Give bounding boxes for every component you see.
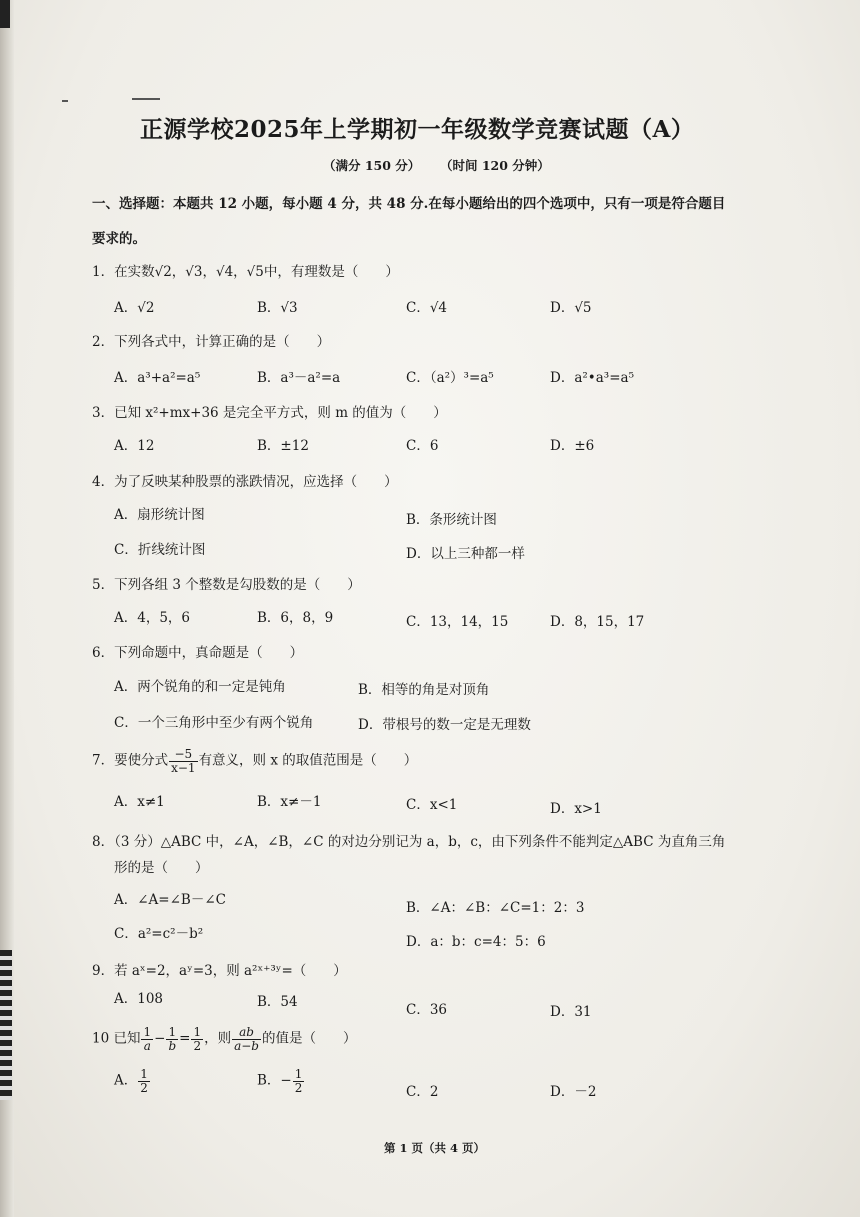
option-b: B．±12 — [257, 438, 309, 454]
question-stem: 3．已知 x²+mx+36 是完全平方式，则 m 的值为（ ） — [92, 405, 447, 421]
operator: = — [179, 1030, 191, 1047]
fraction — [138, 1068, 150, 1094]
section-instruction: 一、选择题：本题共 12 小题，每小题 4 分，共 48 分.在每小题给出的四个选项中，只有一项是符合题目 — [92, 196, 726, 212]
option-b — [257, 1068, 305, 1094]
question-stem: 9．若 aˣ=2，aʸ=3，则 a²ˣ⁺³ʸ=（ ） — [92, 963, 347, 979]
question-stem: 6．下列命题中，真命题是（ ） — [92, 645, 304, 661]
option-c: C．（a²）³=a⁵ — [406, 370, 494, 386]
option-d: D．√5 — [550, 300, 592, 316]
section-instruction-cont: 要求的。 — [92, 231, 146, 247]
option-a — [114, 1068, 151, 1094]
stem-suffix: 有意义，则 x 的取值范围是（ ） — [198, 752, 418, 769]
option-c: C．13，14，15 — [406, 614, 509, 630]
fraction-numerator: −5 — [169, 748, 197, 762]
option-b: B．a³－a²=a — [257, 370, 341, 386]
option-a: A．12 — [114, 438, 155, 454]
option-c: C．一个三角形中至少有两个锐角 — [114, 715, 314, 731]
option-b: B．∠A：∠B：∠C=1：2：3 — [406, 900, 585, 916]
question-stem: 8．（3 分）△ABC 中，∠A，∠B，∠C 的对边分别记为 a，b，c，由下列条件不能判定△ABC 为直角三角 — [92, 834, 726, 850]
option-c: C．x<1 — [406, 797, 458, 813]
fraction — [169, 748, 197, 774]
option-d: D．±6 — [550, 438, 595, 454]
fraction-numerator: 1 — [140, 1067, 148, 1081]
option-d: D．8，15，17 — [550, 614, 645, 630]
scan-speck — [132, 98, 160, 100]
question-stem: 1．在实数√2，√3，√4，√5中，有理数是（ ） — [92, 264, 399, 280]
option-a: A．√2 — [114, 300, 155, 316]
option-c: C．a²=c²－b² — [114, 926, 204, 942]
option-a: A．x≠1 — [114, 794, 165, 810]
option-c: C．2 — [406, 1084, 439, 1100]
question-stem — [92, 1026, 356, 1052]
option-a: A．两个锐角的和一定是钝角 — [114, 679, 286, 695]
fraction-denominator: a — [143, 1038, 151, 1053]
option-d: D．31 — [550, 1004, 592, 1020]
edge-mark — [0, 950, 12, 1100]
question-stem: 4．为了反映某种股票的涨跌情况，应选择（ ） — [92, 474, 398, 490]
fraction-denominator: 2 — [193, 1038, 202, 1053]
fraction-denominator: a−b — [234, 1038, 259, 1053]
stem-prefix: 7．要使分式 — [92, 752, 169, 769]
option-b: B．6，8，9 — [257, 610, 334, 626]
option-a: A．∠A=∠B－∠C — [114, 892, 226, 908]
option-d: D．a²•a³=a⁵ — [550, 370, 634, 386]
fraction-numerator: ab — [232, 1026, 261, 1040]
option-b: B．54 — [257, 994, 298, 1010]
option-c: C．√4 — [406, 300, 448, 316]
fraction-numerator: 1 — [193, 1025, 202, 1039]
fraction-denominator: x−1 — [171, 760, 196, 775]
time-limit: （时间 120 分钟） — [440, 158, 550, 173]
question-stem — [92, 748, 417, 774]
option-a: A．108 — [114, 991, 164, 1007]
option-d: D．x>1 — [550, 801, 602, 817]
fraction — [141, 1026, 153, 1052]
fraction-denominator: b — [168, 1038, 177, 1053]
option-b: B．相等的角是对顶角 — [358, 682, 490, 698]
fraction — [232, 1026, 261, 1052]
fraction-denominator: 2 — [294, 1080, 303, 1095]
option-b: B．x≠－1 — [257, 794, 322, 810]
fraction — [293, 1068, 305, 1094]
edge-mark — [0, 0, 10, 28]
option-d: D．带根号的数一定是无理数 — [358, 717, 531, 733]
exam-title: 正源学校2025年上学期初一年级数学竞赛试题（A） — [140, 116, 695, 143]
option-label: A． — [114, 1072, 138, 1089]
question-stem: 5．下列各组 3 个整数是勾股数的是（ ） — [92, 577, 361, 593]
option-c: C．折线统计图 — [114, 542, 206, 558]
question-stem-cont: 形的是（ ） — [114, 860, 209, 876]
fraction — [191, 1026, 203, 1052]
option-a: A．4，5，6 — [114, 610, 191, 626]
stem-suffix: 的值是（ ） — [261, 1030, 357, 1047]
operator: − — [154, 1030, 166, 1047]
question-stem: 2．下列各式中，计算正确的是（ ） — [92, 334, 331, 350]
fraction-numerator: 1 — [294, 1067, 303, 1081]
stem-text: ，则 — [204, 1030, 232, 1047]
option-d: D．－2 — [550, 1084, 597, 1100]
scan-speck — [62, 100, 68, 102]
option-b: B．√3 — [257, 300, 298, 316]
stem-prefix: 10 已知 — [92, 1030, 141, 1047]
option-c: C．36 — [406, 1002, 448, 1018]
option-d: D．a：b：c=4：5：6 — [406, 934, 546, 950]
fraction-denominator: 2 — [140, 1080, 148, 1095]
full-score: （满分 150 分） — [323, 158, 421, 173]
page-number: 第 1 页（共 4 页） — [384, 1141, 486, 1155]
option-d: D．以上三种都一样 — [406, 546, 525, 562]
fraction-numerator: 1 — [143, 1025, 152, 1039]
option-c: C．6 — [406, 438, 439, 454]
option-a: A．a³+a²=a⁵ — [114, 370, 201, 386]
option-b: B．条形统计图 — [406, 512, 497, 528]
fraction-numerator: 1 — [166, 1026, 178, 1040]
option-a: A．扇形统计图 — [114, 507, 205, 523]
fraction — [166, 1026, 178, 1052]
option-label: B．− — [257, 1072, 292, 1089]
